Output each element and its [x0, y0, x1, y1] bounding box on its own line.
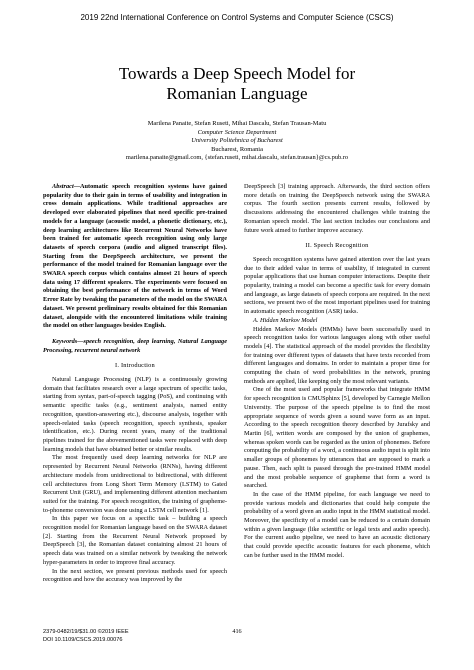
intro-paragraph-2: The most frequently used deep learning networks for NLP are represented by Recurrent Neural Networks (RNNs), having different architecture models from unidirectional to bidirectional, with different cell architectures from Long Short Term Memory (LSTM) to Gated Recurrent Unit (GRU), and implementing different attention mechanism suited for the training. For speech recognition, the training of grapheme-to-phoneme conversion was done using a LSTM cell network [1]. — [43, 454, 227, 514]
abstract — [43, 183, 227, 331]
intro-continued-paragraph: DeepSpeech [3] training approach. Afterwards, the third section offers more details on training the DeepSpeech network using the SWARA corpus. The fourth section presents current results, followed by discussions addressing the encountered challenges while training the Romanian speech model. The last section includes our conclusions and future work aimed to further improve accuracy. — [244, 183, 430, 234]
author-university: University Politehnica of Bucharest — [191, 137, 283, 145]
keywords-text: —speech recognition, deep learning, Natural Language Processing, recurrent neural network — [43, 337, 227, 354]
hmm-paragraph-2: One of the most used and popular frameworks that integrate HMM for speech recognition is CMUSphinx [5], developed by Carnegie Mellon University. The purpose of the speech pipeline is to find the most appropriate sequence of words given a sound wave form as an input. According to the speech recognition theory described by Jurafsky and Martin [6], written words are composed by the union of graphemes, whereas spoken words can be regarded as the union of phonemes. Before computing the probability of a word, a continuous audio input is split into smaller groups of phonemes by utterances that are supposed to mark a pause. Then, each split is passed through the pre-trained HMM model and the most probable sequence of grapheme that form a word is searched. — [244, 386, 430, 490]
section-heading-speech-recognition: II. Speech Recognition — [305, 242, 369, 250]
page-number: 416 — [232, 628, 242, 635]
author-emails: marilena.panaite@gmail.com, {stefan.ruseti, mihai.dascalu, stefan.trausan}@cs.pub.ro — [125, 154, 349, 162]
author-names: Marilena Panaite, Stefan Ruseti, Mihai Dascalu, Stefan Trausan-Matu — [147, 120, 327, 127]
intro-paragraph-4: In the next section, we present previous methods used for speech recognition and how the accuracy was improved by the — [43, 567, 227, 584]
hmm-paragraph-1: Hidden Markov Models (HMMs) have been successfully used in speech recognition tasks for various languages along with other useful models [4]. The statistical approach of the model provides the flexibility for training over different types of datasets that have texts recorded from different languages and domains. In order to maintain a proper time for computing the chain of word probabilities in the network, pruning methods are applied, like keeping only the most relevant variants. — [244, 325, 430, 385]
intro-paragraph-3: In this paper we focus on a specific task – building a speech recognition model for Romanian language based on the SWARA dataset [2]. Starting from the Recurrent Neural Network proposed by DeepSpeech [3], the Romanian dataset containing almost 21 hours of speech data was trained on a similar network by tweaking the network hyper-parameters in order to improve final accuracy. — [43, 515, 227, 566]
paper-title — [0, 64, 474, 104]
abstract-label: Abstract — [52, 183, 74, 190]
author-block — [0, 120, 474, 163]
intro-paragraph-1: Natural Language Processing (NLP) is a continuously growing domain that facilitates research over a large spectrum of specific tasks, starting from syntax, part-of-speech tagging (PoS), and continuing with semantic specific tasks (e.g., sentiment analysis, named entity recognition, question-answering etc.), discourse analysis, together with speech-related tasks (speech recognition, speech synthesis, speaker identification, etc.). During recent years, many of the traditional pipelines trained for the abovementioned tasks were replaced with deep learning models that have obtained better or similar results. — [43, 376, 227, 453]
author-department: Computer Science Department — [197, 128, 277, 136]
hmm-paragraph-3: In the case of the HMM pipeline, for each language we need to provide various models and dictionaries that could help compute the probability of a word given an audio input in the HMM statistical model. Moreover, the specificity of a model can be reduced to a certain domain within a given language (like scientific or legal texts and audio speech). For the current audio pipeline, we need to have an acoustic dictionary that could provide specific acoustic features for each phoneme, which can be further used in the HMM model. — [244, 490, 430, 559]
footer-doi: DOI 10.1109/CSCS.2019.00076 — [43, 637, 123, 643]
keywords-label: Keywords — [52, 337, 78, 345]
right-column — [244, 183, 430, 561]
footer-copyright-line: 2379-0482/19/$31.00 ©2019 IEEE — [43, 629, 129, 635]
speech-recognition-paragraph: Speech recognition systems have gained attention over the last years due to their added value in terms of usability, if integrated in current popular applications that use human computer interactions. Despite their popularity, training a model can become a specific task for every domain and language, as large datasets of speech corpora are required. In the next sections, we present two of the most important pipelines used for training in automatic speech recognition (ASR) tasks. — [244, 255, 430, 316]
subsection-heading-hmm: A. Hidden Markov Model — [253, 316, 318, 324]
section-heading-introduction: I. Introduction — [115, 362, 155, 370]
title-line-1: Towards a Deep Speech Model for — [118, 64, 356, 83]
conference-header: 2019 22nd International Conference on Control Systems and Computer Science (CSCS) — [80, 13, 394, 22]
left-column — [43, 183, 227, 585]
abstract-text: —Automatic speech recognition systems have gained popularity due to their gain in terms of usability and integration in cross domain applications. While traditional approaches are developed over elaborated pipelines that need specific pre-trained models for a language (acoustic model, a phonetic dictionary, etc.), deep learning architectures like Recurrent Neural Networks have been trained for automatic speech recognition using only large datasets of speech corpora (audio and aligned transcript files). Starting from the DeepSpeech architecture, we present the performance of the model trained for Romanian language over the SWARA speech corpus which contains almost 21 hours of speech data using 17 different speakers. The experiments were focused on obtaining the best performance of the network in terms of Word Error Rate by tweaking the parameters of the model on the SWARA dataset. We present preliminary results obtained for this Romanian dataset, alongside with the encountered limitations while training the model on other languages besides English. — [43, 183, 227, 330]
keywords — [43, 338, 227, 355]
title-line-2: Romanian Language — [166, 84, 308, 103]
author-location: Bucharest, Romania — [211, 145, 263, 153]
